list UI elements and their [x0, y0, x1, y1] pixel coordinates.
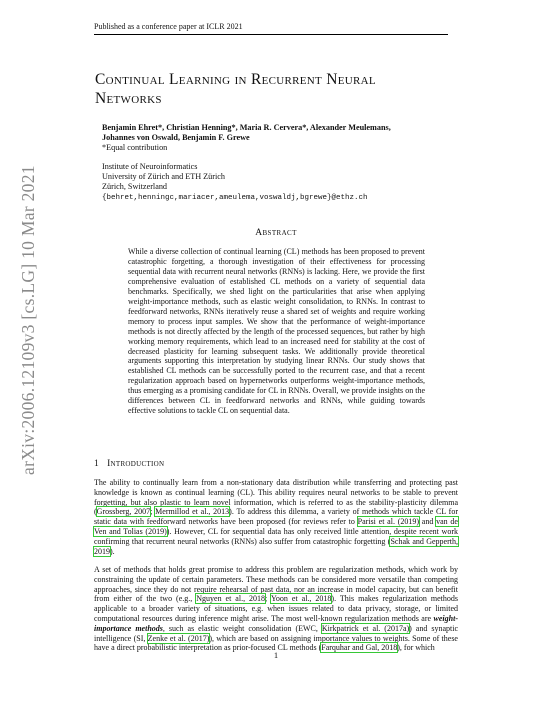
paper-title: Continual Learning in Recurrent Neural Networks [95, 71, 376, 107]
header-rule [94, 34, 448, 35]
text-run: ), for which [397, 643, 435, 653]
affiliation-line1: Institute of Neuroinformatics [102, 162, 198, 171]
citation-link[interactable]: van de Ven and Tolias (2019) [94, 517, 458, 536]
affiliation-block [102, 162, 447, 203]
text-run: ), which are based on assigning importance values to weights. Some of these have a direct probabilistic interpretation as prior-focused CL methods ( [94, 633, 458, 653]
affiliation-line2: University of Zürich and ETH Zürich [102, 172, 226, 182]
citation-link[interactable]: Mermillod et al., 2013 [155, 507, 230, 517]
intro-paragraph-2 [94, 565, 458, 653]
arxiv-identifier: arXiv:2006.12109v3 [cs.LG] 10 Mar 2021 [18, 165, 38, 475]
section-heading [94, 459, 164, 469]
text-run: , such as elastic weight consolidation (EWC, [162, 623, 322, 633]
page-number: 1 [273, 650, 279, 660]
citation-link[interactable]: Zenke et al. (2017) [147, 633, 210, 643]
text-run: ). [110, 546, 115, 556]
text-run: ) and synaptic intelligence (SI, [94, 623, 459, 643]
citation-link[interactable]: Parisi et al. (2019) [357, 517, 420, 527]
abstract-heading: Abstract [255, 228, 297, 238]
text-run: ). This makes regularization methods applicable to a broader variety of situations, e.g. when issues related to data privacy, storage, or limited computational resources during inference might arise. The most well-known regularization methods are [94, 594, 459, 623]
citation-link[interactable]: Nguyen et al., 2018 [196, 594, 266, 604]
affiliation-line3: Zürich, Switzerland [102, 182, 168, 192]
citation-link[interactable]: Grossberg, 2007 [96, 507, 151, 517]
citation-link[interactable]: Schak and Gepperth, 2019 [94, 536, 458, 556]
text-run: A set of methods that holds great promise to address this problem are regularization methods, which work by constraining the update of certain parameters. These methods can be considered more versatile than competing approaches, since they do not require rehearsal of past data, nor an increase in model capacity, but can benefit from either of the two (e.g., [94, 565, 458, 604]
emphasis-text: weight-importance methods [94, 613, 458, 633]
abstract-text: While a diverse collection of continual learning (CL) methods has been proposed to prevent catastrophic forgetting, a thorough investigation of their effectiveness for processing sequential data with recurrent neural networks (RNNs) is lacking. Here, we provide the first comprehensive evaluation of established CL methods on a variety of sequential data benchmarks. Specifically, we shed light on the particularities that arise when applying weight-importance methods, such as elastic weight consolidation, to RNNs. In contrast to feedforward networks, RNNs iteratively reuse a shared set of weights and require working memory to process input samples. We show that the performance of weight-importance methods is not directly affected by the length of the processed sequences, but rather by high working memory requirements, which lead to an increased need for stability at the cost of decreased plasticity for learning subsequent tasks. We additionally provide theoretical arguments supporting this interpretation by studying linear RNNs. Our study shows that established CL methods can be successfully ported to the recurrent case, and that a recent regularization approach based on hypernetworks outperforms weight-importance methods, thus emerging as a promising candidate for CL in RNNs. Overall, we provide insights on the differences between CL in feedforward networks and RNNs, while guiding towards effective solutions to tackle CL on sequential data. [128, 247, 425, 416]
citation-link[interactable]: Farquhar and Gal, 2018 [321, 643, 398, 653]
text-run: ). To address this dilemma, a variety of methods which tackle CL for static data with feedforward networks have been proposed (for reviews refer to [94, 507, 458, 527]
text-run: ; [265, 594, 271, 604]
text-run: The ability to continually learn from a non-stationary data distribution while transferring and protecting past knowledge is known as continual learning (CL). This ability requires neural networks to be stable to prevent forgetting, but also plastic to learn novel information, which is referred to as the stability-plasticity dilemma ( [94, 478, 458, 517]
conference-header: Published as a conference paper at ICLR 2021 [94, 22, 243, 31]
author-names-line1: Benjamin Ehret*, Christian Henning*, Maria R. Cervera*, Alexander Meulemans, [102, 123, 391, 132]
text-run: ). However, CL for sequential data has only received little attention, despite recent work confirming that recurrent neural networks (RNNs) also suffer from catastrophic forgetting ( [94, 526, 458, 546]
text-run: and [419, 517, 437, 527]
citation-link[interactable]: Kirkpatrick et al. (2017a) [321, 623, 410, 633]
section-title: Introduction [107, 459, 165, 469]
section-number: 1 [94, 459, 100, 469]
equal-contribution-note: *Equal contribution [102, 143, 168, 153]
citation-link[interactable]: Yoon et al., 2018 [270, 594, 332, 604]
text-run: ; [150, 507, 156, 517]
author-names-line2: Johannes von Oswald, Benjamin F. Grewe [102, 133, 250, 143]
author-emails: {behret,henningc,mariacer,ameulema,voswaldj,bgrewe}@ethz.ch [102, 193, 368, 202]
author-block [102, 123, 447, 154]
intro-paragraph-1 [94, 478, 458, 556]
